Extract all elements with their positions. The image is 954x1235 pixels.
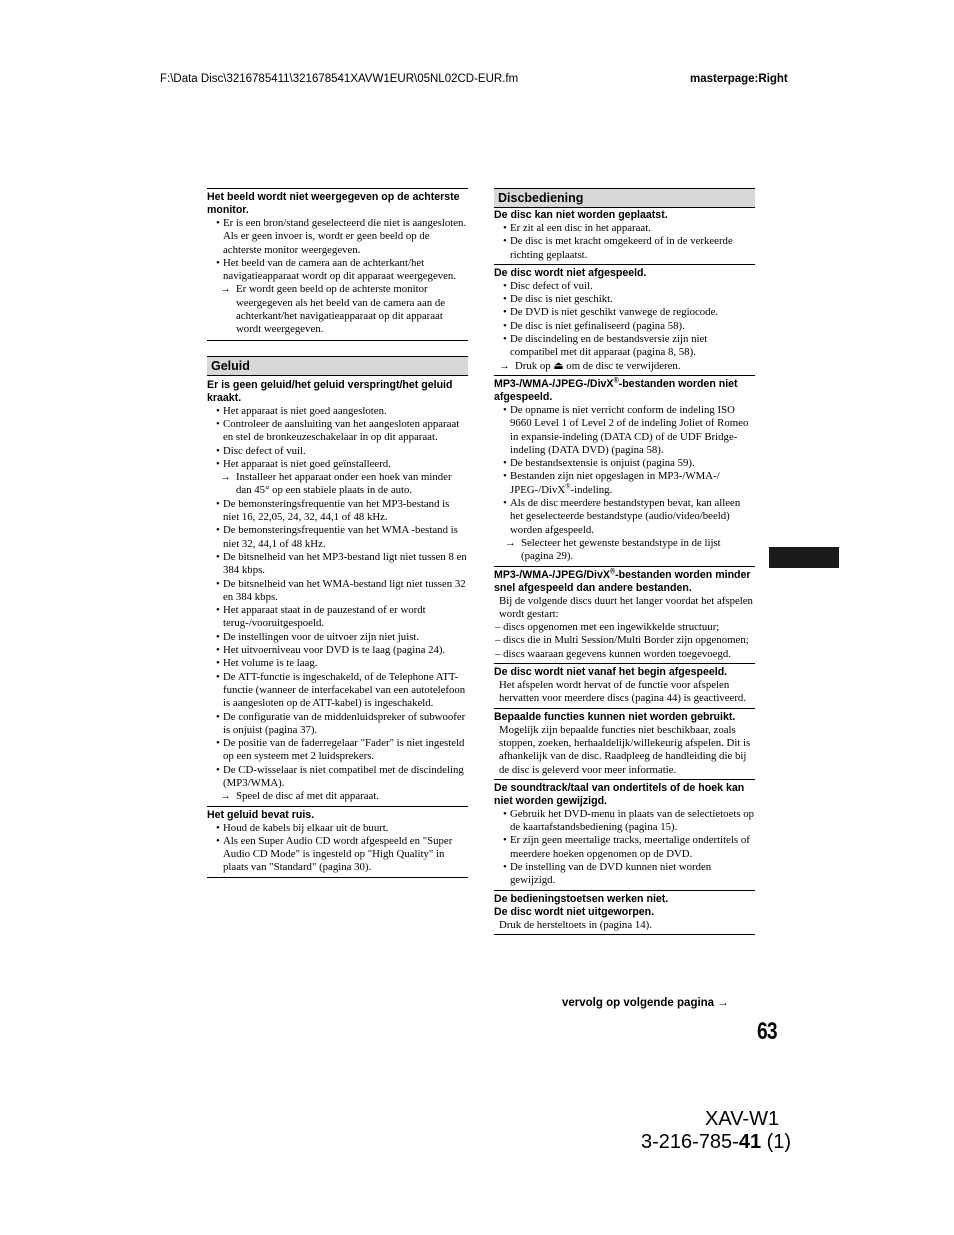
list-item: • Als de disc meerdere bestandstypen bevat, kan alleen het geselecteerde bestandstype (audio/video/beeld) worden afgespeeld. bbox=[499, 497, 755, 537]
list-item: • Er zit al een disc in het apparaat. bbox=[499, 222, 755, 235]
arrow-icon: → bbox=[505, 536, 516, 549]
sound-list bbox=[207, 405, 468, 804]
arrow-icon: → bbox=[499, 359, 510, 372]
list-item: • Disc defect of vuil. bbox=[212, 445, 468, 458]
list-item: – discs waaraan gegevens kunnen worden toegevoegd. bbox=[495, 647, 731, 660]
section-title-geluid: Geluid bbox=[207, 356, 468, 376]
monitor-list bbox=[207, 217, 468, 337]
list-item: • De discindeling en de bestandsversie zijn niet compatibel met dit apparaat (pagina 8, 58). bbox=[499, 333, 755, 360]
list-item: • Bestanden zijn niet opgeslagen in MP3-/WMA-/ JPEG-/DivX®-indeling. bbox=[499, 470, 755, 497]
list-item: • De bestandsextensie is onjuist (pagina 59). bbox=[499, 457, 755, 470]
insert-list bbox=[494, 222, 755, 262]
list-item: • Het apparaat is niet goed aangesloten. bbox=[212, 405, 468, 418]
question-monitor: Het beeld wordt niet weergegeven op de achterste monitor. bbox=[207, 188, 468, 217]
reset-text: Druk de hersteltoets in (pagina 14). bbox=[499, 918, 652, 931]
question-resume: De disc wordt niet vanaf het begin afgespeeld. bbox=[494, 663, 755, 679]
list-item: • De CD-wisselaar is niet compatibel met de discindeling (MP3/WMA). bbox=[212, 764, 468, 791]
list-item: • De disc is niet geschikt. bbox=[499, 293, 755, 306]
list-item: • De bemonsteringsfrequentie van het MP3-bestand is niet 16, 22,05, 24, 32, 44,1 of 48 kHz. bbox=[212, 498, 468, 525]
soundtrack-list bbox=[494, 808, 755, 888]
section-title-discbediening: Discbediening bbox=[494, 188, 755, 208]
list-item: • Er is een bron/stand geselecteerd die niet is aangesloten. Als er geen invoer is, wordt er geen beeld op de achterste monitor weergegeven. bbox=[212, 217, 468, 257]
question-no-sound: Er is geen geluid/het geluid verspringt/het geluid kraakt. bbox=[207, 378, 453, 404]
list-item: • De ATT-functie is ingeschakeld, of de Telephone ATT-functie (wanneer de interfacekabel van een autotelefoon is aangesloten op de ATT-kabel) is ingeschakeld. bbox=[212, 671, 468, 711]
list-item: • De disc is niet gefinaliseerd (pagina 58). bbox=[499, 320, 755, 333]
files-list bbox=[494, 404, 755, 564]
arrow-icon: → bbox=[220, 283, 231, 296]
thumb-tab bbox=[769, 547, 839, 568]
question-insert: De disc kan niet worden geplaatst. bbox=[494, 209, 668, 221]
continue-note: vervolg op volgende pagina → bbox=[562, 997, 729, 1009]
slow-intro: Bij de volgende discs duurt het langer voordat het afspelen wordt gestart: bbox=[499, 594, 753, 620]
list-item: – discs die in Multi Session/Multi Border zijn opgenomen; bbox=[495, 634, 749, 647]
list-item: • De bitsnelheid van het WMA-bestand ligt niet tussen 32 en 384 kbps. bbox=[212, 578, 468, 605]
list-item: • Controleer de aansluiting van het aangesloten apparaat en stel de bronkeuzeschakelaar in op dit apparaat. bbox=[212, 418, 468, 445]
list-item: → Er wordt geen beeld op de achterste monitor weergegeven als het beeld van de camera aan de achterkant/het navigatieapparaat op dit apparaat wordt weergegeven. bbox=[220, 283, 446, 336]
question-buttons: De bedieningstoetsen werken niet. De disc wordt niet uitgeworpen. bbox=[494, 890, 755, 919]
list-item: → Druk op ⏏ om de disc te verwijderen. bbox=[499, 359, 681, 372]
question-noise: Het geluid bevat ruis. bbox=[207, 806, 468, 822]
arrow-icon: → bbox=[220, 790, 231, 803]
list-item: • De instellingen voor de uitvoer zijn niet juist. bbox=[212, 631, 468, 644]
file-path: F:\Data Disc\3216785411\321678541XAVW1EUR\05NL02CD-EUR.fm bbox=[160, 73, 519, 85]
question-files: MP3-/WMA-/JPEG-/DivX®-bestanden worden niet afgespeeld. bbox=[494, 375, 755, 404]
arrow-icon: → bbox=[220, 471, 231, 484]
list-item: • De positie van de faderregelaar "Fader" is niet ingesteld op een systeem met 2 luidsprekers. bbox=[212, 737, 468, 764]
list-item: • Het uitvoerniveau voor DVD is te laag (pagina 24). bbox=[212, 644, 468, 657]
list-item: • Het apparaat is niet goed geïnstalleerd. bbox=[212, 458, 468, 471]
slow-list bbox=[494, 621, 755, 661]
eject-icon: ⏏ bbox=[553, 359, 564, 372]
list-item: • Disc defect of vuil. bbox=[499, 280, 755, 293]
list-item: • De configuratie van de middenluidspreker of subwoofer is onjuist (pagina 37). bbox=[212, 711, 468, 738]
play-list bbox=[494, 280, 755, 373]
page-number: 63 bbox=[757, 1018, 777, 1045]
question-soundtrack: De soundtrack/taal van ondertitels of de hoek kan niet worden gewijzigd. bbox=[494, 779, 755, 808]
list-item: • Houd de kabels bij elkaar uit de buurt. bbox=[212, 822, 468, 835]
question-slow: MP3-/WMA-/JPEG/DivX®-bestanden worden minder snel afgespeeld dan andere bestanden. bbox=[494, 566, 755, 595]
masterpage-label: masterpage:Right bbox=[690, 73, 788, 85]
functions-text: Mogelijk zijn bepaalde functies niet beschikbaar, zoals stoppen, zoeken, herhaaldelijk/willekeurig afspelen. Dit is afhankelijk van de disc. Raadpleeg de handleiding die bij de disc is geleverd voor meer informatie. bbox=[499, 723, 751, 776]
list-item: • De bemonsteringsfrequentie van het WMA -bestand is niet 32, 44,1 of 48 kHz. bbox=[212, 524, 468, 551]
list-item: • Als een Super Audio CD wordt afgespeeld en "Super Audio CD Mode" is ingesteld op "High Quality" in plaats van "Standard" (pagina 30). bbox=[212, 835, 468, 875]
list-item: • Gebruik het DVD-menu in plaats van de selectietoets op de kaartafstandsbediening (pagina 15). bbox=[499, 808, 755, 835]
left-column bbox=[207, 188, 468, 878]
list-item: → Selecteer het gewenste bestandstype in de lijst (pagina 29). bbox=[505, 536, 721, 563]
list-item: • Het beeld van de camera aan de achterkant/het navigatieapparaat wordt op dit apparaat weergegeven. bbox=[212, 257, 468, 284]
list-item: • De DVD is niet geschikt vanwege de regiocode. bbox=[499, 306, 755, 319]
list-item: • Het apparaat staat in de pauzestand of er wordt terug-/vooruitgespoeld. bbox=[212, 604, 468, 631]
list-item: • De opname is niet verricht conform de indeling ISO 9660 Level 1 of Level 2 of de indeling Joliet of Romeo in expansie-indeling (DATA CD) of de UDF Bridge- indeling (DATA DVD) (pagina 58). bbox=[499, 404, 755, 457]
list-item: • De bitsnelheid van het MP3-bestand ligt niet tussen 8 en 384 kbps. bbox=[212, 551, 468, 578]
list-item: • Er zijn geen meertalige tracks, meertalige ondertitels of meerdere hoeken opgenomen op de DVD. bbox=[499, 834, 755, 861]
list-item: – discs opgenomen met een ingewikkelde structuur; bbox=[495, 621, 720, 634]
noise-list bbox=[207, 822, 468, 875]
arrow-icon: → bbox=[717, 997, 729, 1009]
resume-text: Het afspelen wordt hervat of de functie voor afspelen hervatten voor meerdere discs (pagina 44) is geactiveerd. bbox=[499, 679, 747, 705]
question-play: De disc wordt niet afgespeeld. bbox=[494, 264, 755, 280]
product-code: 3-216-785-41 (1) bbox=[641, 1131, 792, 1153]
list-item: → Installeer het apparaat onder een hoek van minder dan 45° op een stabiele plaats in de auto. bbox=[220, 471, 452, 497]
model-name: XAV-W1 bbox=[705, 1108, 780, 1130]
list-item: • De disc is met kracht omgekeerd of in de verkeerde richting geplaatst. bbox=[499, 235, 755, 262]
list-item: • De instelling van de DVD kunnen niet worden gewijzigd. bbox=[499, 861, 755, 888]
list-item: • Het volume is te laag. bbox=[212, 657, 468, 670]
list-item: → Speel de disc af met dit apparaat. bbox=[220, 790, 380, 803]
question-functions: Bepaalde functies kunnen niet worden gebruikt. bbox=[494, 708, 755, 724]
right-column bbox=[494, 188, 755, 935]
